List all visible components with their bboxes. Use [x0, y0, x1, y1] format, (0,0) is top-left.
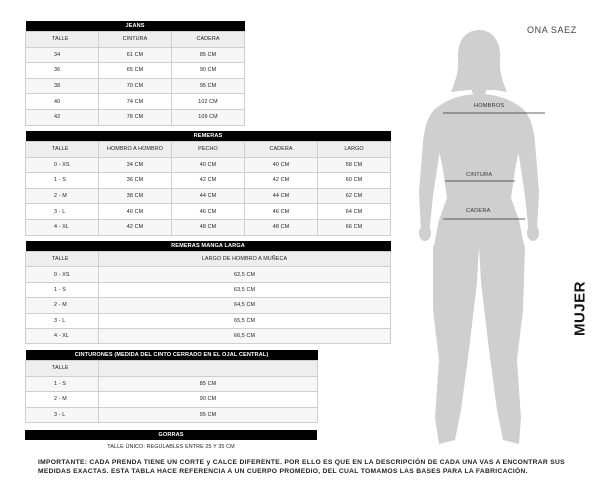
- cinturones-title: CINTURONES (MEDIDA DEL CINTO CERRADO EN EL OJAL CENTRAL): [26, 350, 318, 361]
- manga_larga-row: [26, 267, 391, 282]
- jeans-header-row: [26, 32, 245, 48]
- manga_larga-row-cell: 66,5 CM: [99, 328, 391, 343]
- manga_larga-row-cell: 63,5 CM: [99, 282, 391, 297]
- remeras-row-cell: 42 CM: [99, 219, 172, 235]
- manga_larga-row: [26, 298, 391, 313]
- remeras-row-cell: 44 CM: [245, 188, 318, 204]
- remeras-row: [26, 173, 391, 189]
- jeans-header-row-cell: TALLE: [26, 32, 99, 48]
- remeras-header-row: [26, 142, 391, 158]
- jeans-row-cell: 78 CM: [99, 109, 172, 125]
- jeans-row-cell: 109 CM: [172, 109, 245, 125]
- remeras-header-row-cell: CADERA: [245, 142, 318, 158]
- remeras-row-cell: 40 CM: [245, 157, 318, 173]
- manga_larga-row-cell: 1 - S: [26, 282, 99, 297]
- manga-larga-table: [25, 241, 391, 344]
- jeans-row-cell: 36: [26, 63, 99, 79]
- remeras-row-cell: 62 CM: [318, 188, 391, 204]
- gorras-title: GORRAS: [25, 430, 317, 440]
- remeras-row-cell: 36 CM: [99, 173, 172, 189]
- cinturones-row-cell: 85 CM: [99, 376, 318, 392]
- jeans-header-row-cell: CINTURA: [99, 32, 172, 48]
- cinturones-header-row: [26, 361, 318, 377]
- jeans-row-cell: 95 CM: [172, 78, 245, 94]
- remeras-header-row-cell: PECHO: [172, 142, 245, 158]
- cinturones-row: [26, 376, 318, 392]
- remeras-row-cell: 66 CM: [318, 219, 391, 235]
- remeras-row-cell: 44 CM: [172, 188, 245, 204]
- manga_larga-row-cell: 64,5 CM: [99, 298, 391, 313]
- jeans-row-cell: 74 CM: [99, 94, 172, 110]
- jeans-title: JEANS: [26, 21, 245, 32]
- jeans-row-cell: 85 CM: [172, 47, 245, 63]
- remeras-row-cell: 38 CM: [99, 188, 172, 204]
- cinturones-row: [26, 407, 318, 423]
- jeans-row-cell: 70 CM: [99, 78, 172, 94]
- remeras-row-cell: 58 CM: [318, 157, 391, 173]
- jeans-row-cell: 90 CM: [172, 63, 245, 79]
- cadera-label: CADERA: [466, 208, 491, 214]
- cinturones-table: [25, 350, 318, 423]
- remeras-row-cell: 34 CM: [99, 157, 172, 173]
- jeans-row: [26, 78, 245, 94]
- remeras-row-cell: 40 CM: [99, 204, 172, 220]
- brand-name: ONA SAEZ: [527, 25, 577, 35]
- remeras-title: REMERAS: [26, 131, 391, 142]
- remeras-row-cell: 48 CM: [172, 219, 245, 235]
- remeras-row-cell: 1 - S: [26, 173, 99, 189]
- remeras-row-cell: 40 CM: [172, 157, 245, 173]
- cinturones-header-row-cell: [99, 361, 318, 377]
- jeans-row-cell: 40: [26, 94, 99, 110]
- hombros-label: HOMBROS: [474, 103, 505, 109]
- remeras-row-cell: 48 CM: [245, 219, 318, 235]
- remeras-row-cell: 3 - L: [26, 204, 99, 220]
- jeans-row-cell: 102 CM: [172, 94, 245, 110]
- cinturones-row-cell: 3 - L: [26, 407, 99, 423]
- jeans-row-cell: 61 CM: [99, 47, 172, 63]
- woman-silhouette-icon: [395, 20, 565, 450]
- manga_larga-row-cell: 2 - M: [26, 298, 99, 313]
- remeras-row-cell: 60 CM: [318, 173, 391, 189]
- jeans-row-cell: 65 CM: [99, 63, 172, 79]
- cinturones-row-cell: 95 CM: [99, 407, 318, 423]
- gorras-table: [25, 430, 317, 453]
- remeras-header-row-cell: TALLE: [26, 142, 99, 158]
- jeans-row-cell: 34: [26, 47, 99, 63]
- cinturones-header-row-cell: TALLE: [26, 361, 99, 377]
- manga_larga-header-row-cell: LARGO DE HOMBRO A MUÑECA: [99, 252, 391, 267]
- jeans-row: [26, 109, 245, 125]
- remeras-header-row-cell: LARGO: [318, 142, 391, 158]
- remeras-row: [26, 219, 391, 235]
- manga_larga-row-cell: 65,5 CM: [99, 313, 391, 328]
- cintura-label: CINTURA: [466, 172, 493, 178]
- jeans-header-row-cell: CADERA: [172, 32, 245, 48]
- remeras-row: [26, 157, 391, 173]
- manga_larga-row-cell: 3 - L: [26, 313, 99, 328]
- jeans-row-cell: 38: [26, 78, 99, 94]
- jeans-row: [26, 63, 245, 79]
- manga_larga-row-cell: 62,5 CM: [99, 267, 391, 282]
- remeras-row-cell: 64 CM: [318, 204, 391, 220]
- remeras-row-cell: 46 CM: [245, 204, 318, 220]
- manga_larga-row: [26, 328, 391, 343]
- manga-larga-title: REMERAS MANGA LARGA: [26, 241, 391, 252]
- cinturones-row-cell: 2 - M: [26, 392, 99, 408]
- remeras-row: [26, 204, 391, 220]
- jeans-row: [26, 47, 245, 63]
- remeras-row-cell: 2 - M: [26, 188, 99, 204]
- jeans-row-cell: 42: [26, 109, 99, 125]
- manga_larga-row-cell: 0 - XS: [26, 267, 99, 282]
- remeras-row-cell: 0 - XS: [26, 157, 99, 173]
- mujer-label: MUJER: [571, 281, 589, 337]
- remeras-row-cell: 4 - XL: [26, 219, 99, 235]
- jeans-table: [25, 21, 245, 126]
- remeras-row-cell: 46 CM: [172, 204, 245, 220]
- remeras-row-cell: 42 CM: [245, 173, 318, 189]
- gorras-info: TALLE ÚNICO: REGULABLES ENTRE 25 Y 35 CM: [107, 443, 235, 450]
- manga_larga-header-row: [26, 252, 391, 267]
- remeras-row: [26, 188, 391, 204]
- cinturones-row: [26, 392, 318, 408]
- remeras-row-cell: 42 CM: [172, 173, 245, 189]
- remeras-header-row-cell: HOMBRO A HOMBRO: [99, 142, 172, 158]
- manga_larga-row-cell: 4 - XL: [26, 328, 99, 343]
- manga_larga-row: [26, 313, 391, 328]
- remeras-table: [25, 131, 391, 236]
- footnote: IMPORTANTE: CADA PRENDA TIENE UN CORTE y CALCE DIFERENTE. POR ELLO ES QUE EN LA DESCRIPCIÓN DE CADA UNA VAS A ENCONTRAR SUS MEDIDAS EXACTAS. ESTA TABLA HACE REFERENCIA A UN CUERPO PROMEDIO, DEL CUAL TOMAMOS LAS BASES PARA LA FABRICACIÓN.: [38, 459, 565, 475]
- manga_larga-row: [26, 282, 391, 297]
- manga_larga-header-row-cell: TALLE: [26, 252, 99, 267]
- cinturones-row-cell: 90 CM: [99, 392, 318, 408]
- cinturones-row-cell: 1 - S: [26, 376, 99, 392]
- jeans-row: [26, 94, 245, 110]
